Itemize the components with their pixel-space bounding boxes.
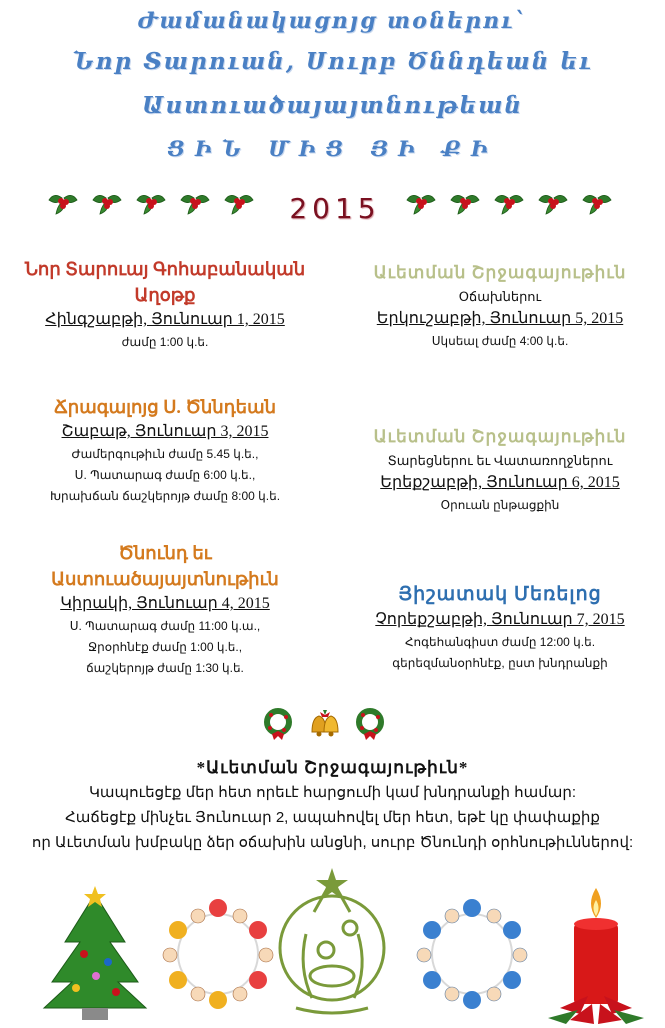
header-line-3: Աստուածայայտնութեան	[141, 92, 524, 119]
event-new-year-prayer	[0, 256, 330, 353]
event-line: Ս. Պատարագ ժամը 6:00 կ.ե.,	[74, 468, 256, 482]
event-caroling-elderly	[335, 424, 665, 516]
event-line: Հոգեհանգիստ ժամը 12:00 կ.ե.	[404, 635, 596, 649]
header-line-2: Նոր Տարուան, Սուրբ Ծննդեան եւ	[72, 48, 593, 75]
event-memorial-day	[335, 582, 665, 674]
wreath-icon	[354, 706, 386, 742]
contact-line: Հաճեցէք մինչեւ Յունուար 2, ապահովել մեր հետ, եթէ կը փափաքիք	[65, 809, 600, 826]
event-line: գերեզմանօրհնէք, ըստ խնդրանքի	[392, 656, 608, 670]
event-title: Ճրագալոյց Ս. Ծննդեան	[53, 397, 277, 417]
holly-icon	[178, 186, 212, 222]
holly-icon	[90, 186, 124, 222]
holly-icon	[492, 186, 526, 222]
event-title: Նոր Տարուայ Գոհաբանական	[24, 259, 306, 279]
event-date: Չորեքշաբթի, Յունուար 7, 2015	[375, 611, 625, 628]
year-title: 2015	[289, 192, 381, 225]
event-line: Ժամերգութիւն ժամը 5.45 կ.ե.,	[71, 447, 259, 461]
holly-icon	[580, 186, 614, 222]
event-title: Աւետման Շրջագայութիւն	[373, 427, 627, 446]
footer-illustrations	[0, 858, 665, 1024]
contact-line: որ Աւետման խմբակը ձեր օճախին անցնի, սուրբ Ծնունդի օրհնութիւններով:	[31, 834, 634, 851]
event-title: Յիշատակ Մեռելոց	[398, 584, 602, 605]
event-date: Երկուշաբթի, Յունուար 5, 2015	[376, 310, 624, 327]
event-title: Ծնունդ եւ	[118, 543, 212, 563]
event-line: Ջրօրհնէք ժամը 1:00 կ.ե.,	[87, 640, 243, 654]
event-line: ճաշկերոյթ ժամը 1:30 կ.ե.	[86, 661, 244, 675]
event-line: Սկսեալ ժամը 4:00 կ.ե.	[431, 334, 569, 348]
event-nativity-theophany	[0, 540, 330, 679]
holly-icon	[536, 186, 570, 222]
nativity-icon	[280, 868, 384, 1013]
event-title: Աղօթք	[134, 285, 196, 305]
contact-line: Կապուեցէք մեր հետ որեւէ հարցումի կամ խնդրանքի համար:	[88, 784, 577, 801]
event-date: Շաբաթ, Յունուար 3, 2015	[61, 423, 269, 440]
holly-row-right	[404, 186, 614, 222]
event-title: Աստուածայայտնութիւն	[51, 569, 279, 589]
holly-icon	[134, 186, 168, 222]
event-subtitle: Տարեցներու եւ Վատառողջներու	[387, 453, 613, 468]
children-circle-icon	[417, 899, 527, 1009]
christmas-tree-icon	[44, 886, 146, 1020]
event-subtitle: Օճախներու	[458, 289, 542, 304]
holly-row-left	[46, 186, 256, 222]
event-date: Կիրակի, Յունուար 4, 2015	[60, 595, 270, 612]
decoration-row	[262, 706, 386, 742]
event-line: Օրուան ընթացքին	[440, 498, 560, 512]
event-christmas-eve	[0, 394, 330, 507]
holly-icon	[46, 186, 80, 222]
wreath-icon	[262, 706, 294, 742]
children-circle-icon	[163, 899, 273, 1009]
holly-icon	[448, 186, 482, 222]
event-line: Ս. Պատարագ ժամը 11:00 կ.ա.,	[69, 619, 261, 633]
event-title: Աւետման Շրջագայութիւն	[373, 263, 627, 282]
holly-icon	[404, 186, 438, 222]
header-line-1: Ժամանակացոյց տօներու`	[137, 8, 528, 34]
bells-icon	[308, 706, 340, 742]
header-line-4: ՑԻՆ ՄԻՑ ՅԻ ՔԻ	[167, 136, 498, 161]
contact-title: *Աւետման Շրջագայութիւն*	[196, 758, 469, 777]
contact-section	[0, 756, 665, 855]
event-line: Խրախճան ճաշկերոյթ ժամը 8:00 կ.ե.	[49, 489, 281, 503]
event-line: ժամը 1:00 կ.ե.	[121, 335, 209, 349]
event-date: Հինգշաբթի, Յունուար 1, 2015	[45, 311, 285, 328]
event-date: Երեքշաբթի, Յունուար 6, 2015	[380, 474, 620, 491]
holly-icon	[222, 186, 256, 222]
candle-icon	[548, 888, 644, 1024]
event-caroling-homes	[335, 260, 665, 352]
